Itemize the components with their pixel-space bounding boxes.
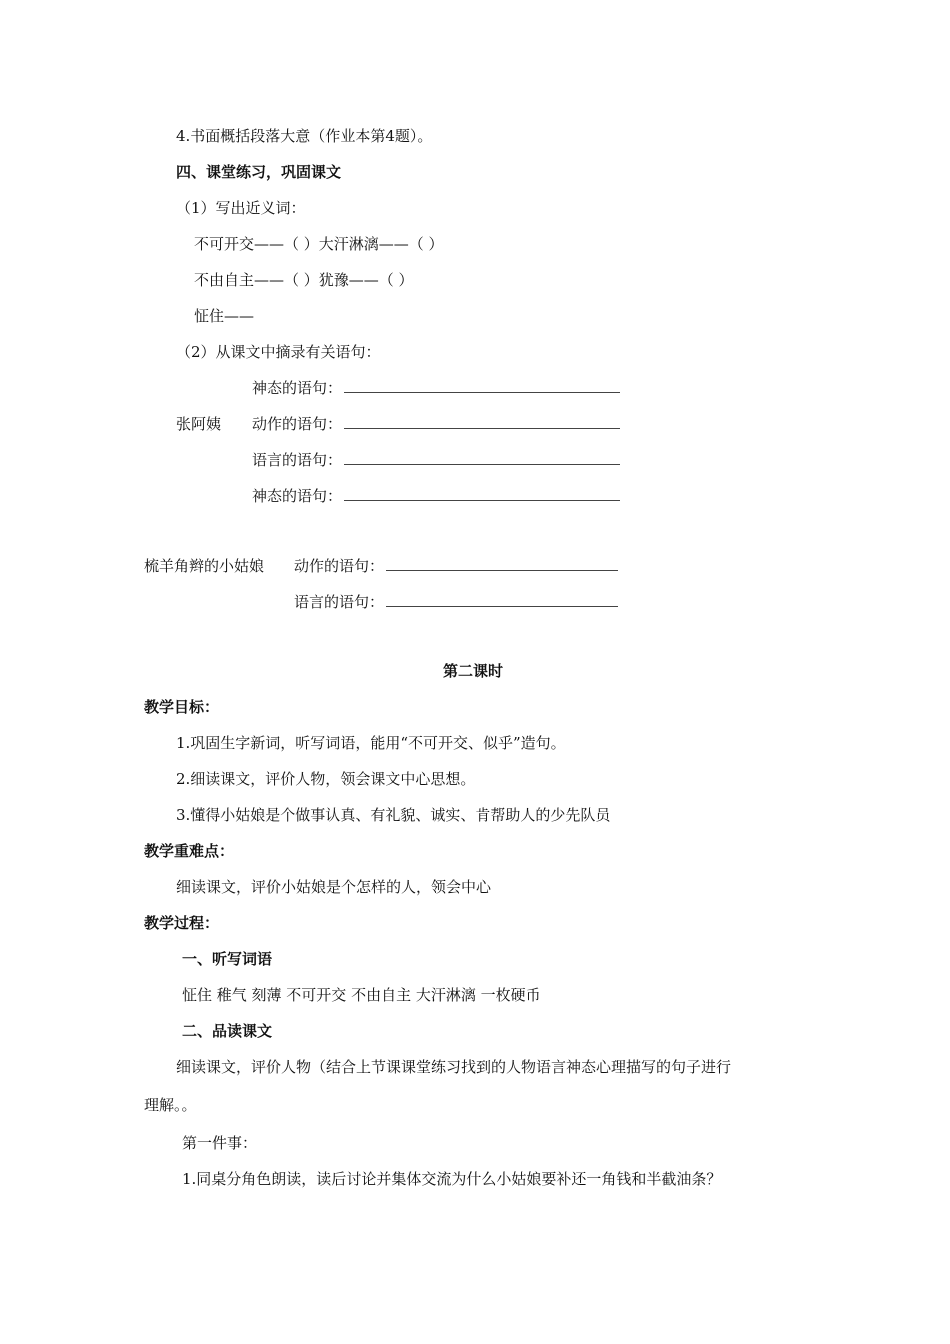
exercise-2-label: （2）从课文中摘录有关语句： xyxy=(176,343,381,361)
girl-name: 梳羊角辫的小姑娘 xyxy=(144,557,265,575)
zhang-row-3 xyxy=(252,450,620,470)
zhang-row-4-label: 神态的语句： xyxy=(252,487,343,505)
zhang-row-4-blank xyxy=(344,486,620,501)
zhang-row-1-label: 神态的语句： xyxy=(252,379,343,397)
key-heading: 教学重难点： xyxy=(144,842,235,860)
step-2-text-line-2: 理解。。 xyxy=(144,1096,197,1114)
goal-1: 1.巩固生字新词，听写词语，能用“不可开交、似乎”造句。 xyxy=(176,734,566,752)
step-1-words: 怔住 稚气 刻薄 不可开交 不由自主 大汗淋漓 一枚硬币 xyxy=(182,986,541,1004)
zhang-row-1-blank xyxy=(344,378,620,393)
first-event-label: 第一件事： xyxy=(182,1134,258,1152)
goal-2: 2.细读课文，评价人物，领会课文中心思想。 xyxy=(176,770,476,788)
exercise-1-row-1: 不可开交——（ ）大汗淋漓——（ ） xyxy=(194,235,444,253)
first-event-question-1: 1.同桌分角色朗读，读后讨论并集体交流为什么小姑娘要补还一角钱和半截油条？ xyxy=(182,1170,722,1188)
item-4: 4.书面概括段落大意（作业本第4题）。 xyxy=(176,127,433,145)
zhang-row-2-blank xyxy=(344,414,620,429)
section-4-heading: 四、课堂练习，巩固课文 xyxy=(176,163,342,181)
process-heading: 教学过程： xyxy=(144,914,220,932)
girl-row-2-blank xyxy=(386,592,618,607)
exercise-1-row-2: 不由自主——（ ）犹豫——（ ） xyxy=(194,271,414,289)
zhang-name: 张阿姨 xyxy=(176,415,222,433)
zhang-row-1 xyxy=(252,378,620,398)
girl-row-1-label: 动作的语句： xyxy=(294,557,385,575)
key-text: 细读课文，评价小姑娘是个怎样的人，领会中心 xyxy=(176,878,492,896)
zhang-row-4 xyxy=(252,486,620,506)
zhang-row-3-blank xyxy=(344,450,620,465)
zhang-row-3-label: 语言的语句： xyxy=(252,451,343,469)
step-1-heading: 一、听写词语 xyxy=(182,950,273,968)
step-2-heading: 二、品读课文 xyxy=(182,1022,273,1040)
exercise-1-label: （1）写出近义词： xyxy=(176,199,306,217)
girl-row-1-blank xyxy=(386,556,618,571)
step-2-text-line-1: 细读课文，评价人物（结合上节课课堂练习找到的人物语言神态心理描写的句子进行 xyxy=(176,1058,732,1076)
goals-heading: 教学目标： xyxy=(144,698,220,716)
girl-row-2-label: 语言的语句： xyxy=(294,593,385,611)
girl-row-2 xyxy=(294,592,618,612)
exercise-1-row-3: 怔住—— xyxy=(194,307,255,325)
goal-3: 3.懂得小姑娘是个做事认真、有礼貌、诚实、肯帮助人的少先队员 xyxy=(176,806,611,824)
lesson-2-title: 第二课时 xyxy=(443,662,504,680)
girl-row-1 xyxy=(294,556,618,576)
zhang-row-2-label: 动作的语句： xyxy=(252,415,343,433)
zhang-row-2 xyxy=(252,414,620,434)
